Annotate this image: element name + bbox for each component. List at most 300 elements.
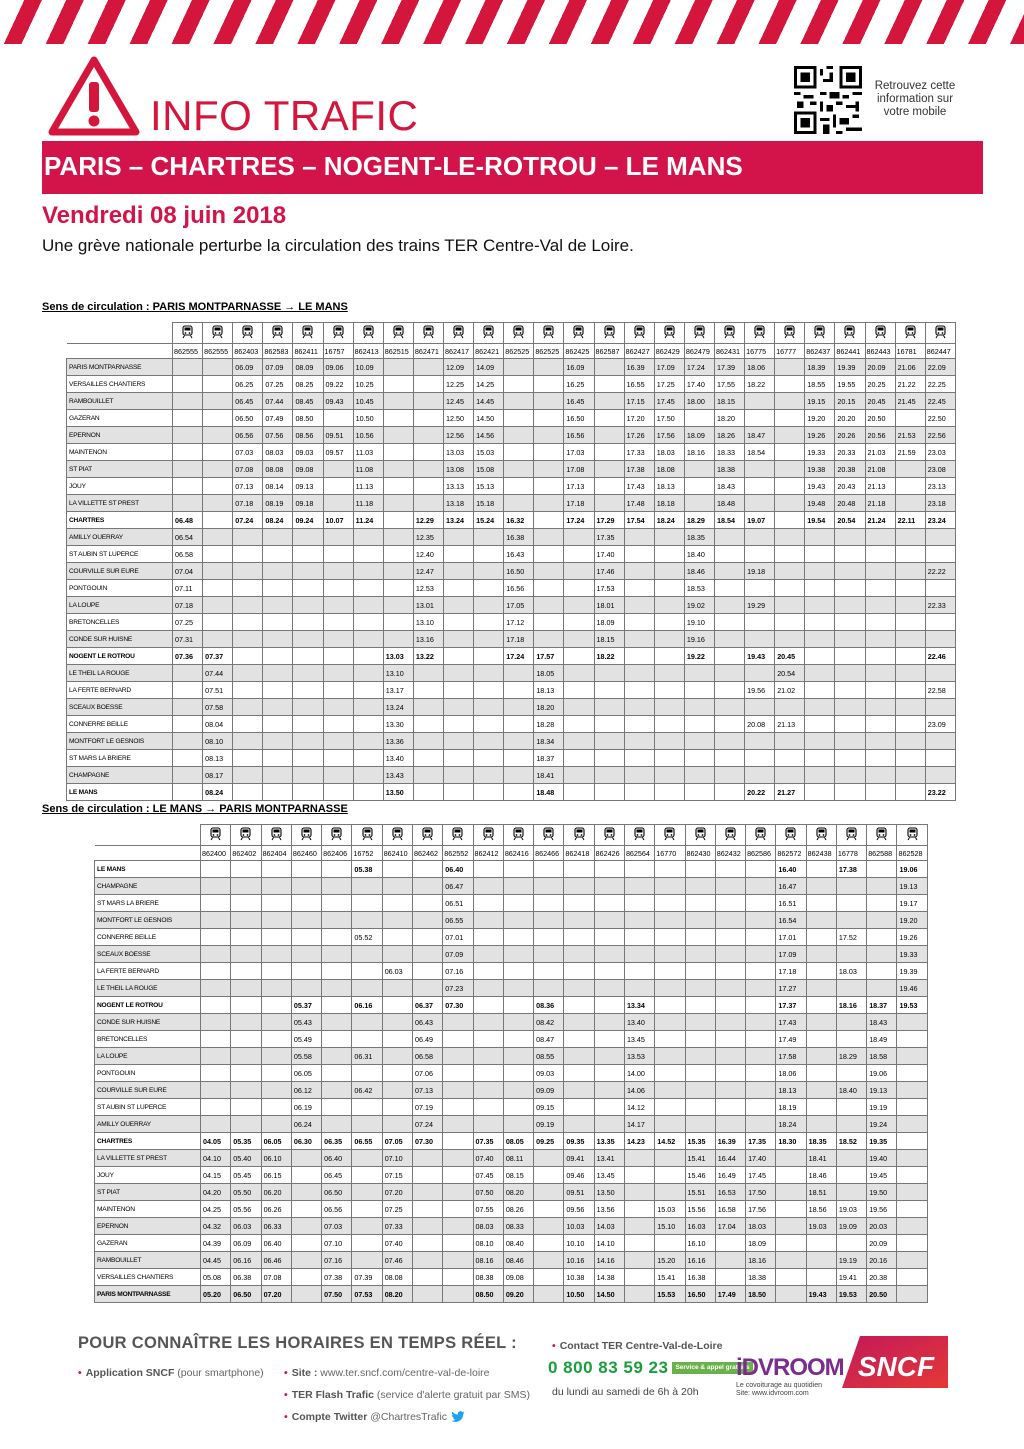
departure-time: 10.10 (564, 1235, 594, 1252)
departure-time (534, 546, 564, 563)
departure-time: 06.42 (352, 1082, 382, 1099)
train-number: 862555 (173, 344, 203, 359)
departure-time (776, 1150, 806, 1167)
departure-time (925, 631, 955, 648)
departure-time (173, 716, 203, 733)
departure-time: 15.13 (474, 478, 504, 495)
departure-time: 18.00 (684, 393, 714, 410)
departure-time: 19.26 (897, 929, 928, 946)
departure-time: 15.18 (474, 495, 504, 512)
departure-time (655, 1184, 685, 1201)
departure-time (806, 1252, 836, 1269)
departure-time (685, 997, 715, 1014)
departure-time: 18.24 (654, 512, 684, 529)
departure-time: 18.06 (745, 359, 775, 376)
departure-time: 07.18 (173, 597, 203, 614)
departure-time: 17.39 (714, 359, 744, 376)
departure-time: 19.24 (867, 1116, 897, 1133)
departure-time (201, 895, 231, 912)
departure-time (624, 878, 654, 895)
station-row (95, 861, 928, 878)
departure-time (835, 563, 865, 580)
departure-time (201, 861, 231, 878)
departure-time (775, 478, 805, 495)
departure-time (263, 699, 293, 716)
departure-time: 18.09 (594, 614, 624, 631)
departure-time: 06.20 (261, 1184, 291, 1201)
departure-time: 15.03 (655, 1201, 685, 1218)
departure-time (806, 1235, 836, 1252)
departure-time: 17.38 (836, 861, 866, 878)
departure-time (775, 563, 805, 580)
departure-time (201, 912, 231, 929)
departure-time: 23.24 (925, 512, 955, 529)
departure-time (443, 767, 473, 784)
departure-time (231, 1099, 261, 1116)
departure-time: 07.03 (322, 1218, 352, 1235)
departure-time: 06.30 (291, 1133, 321, 1150)
departure-time: 16.50 (504, 563, 534, 580)
departure-time (594, 912, 624, 929)
departure-time: 13.56 (594, 1201, 624, 1218)
departure-time: 12.35 (413, 529, 443, 546)
departure-time (203, 478, 233, 495)
departure-time (201, 1065, 231, 1082)
departure-time: 07.20 (382, 1184, 412, 1201)
departure-time: 04.10 (201, 1150, 231, 1167)
departure-time: 08.04 (203, 716, 233, 733)
departure-time: 17.04 (715, 1218, 745, 1235)
departure-time (835, 631, 865, 648)
departure-time (775, 546, 805, 563)
departure-time (291, 861, 321, 878)
departure-time: 07.40 (473, 1150, 503, 1167)
departure-time: 17.26 (624, 427, 654, 444)
qr-code[interactable] (794, 66, 862, 134)
departure-time: 21.13 (775, 716, 805, 733)
departure-time (714, 648, 744, 665)
sncf-logo[interactable] (840, 1332, 950, 1412)
departure-time: 07.39 (352, 1269, 382, 1286)
departure-time: 17.37 (776, 997, 806, 1014)
departure-time (685, 980, 715, 997)
departure-time: 04.45 (201, 1252, 231, 1269)
departure-time (474, 767, 504, 784)
departure-time: 18.43 (867, 1014, 897, 1031)
departure-time (655, 1116, 685, 1133)
departure-time: 17.24 (504, 648, 534, 665)
departure-time (352, 878, 382, 895)
train-number: 862403 (233, 344, 263, 359)
departure-time (383, 512, 413, 529)
departure-time (685, 1116, 715, 1133)
departure-time (835, 665, 865, 682)
departure-time (353, 767, 383, 784)
departure-time (203, 631, 233, 648)
departure-time (443, 750, 473, 767)
departure-time (714, 733, 744, 750)
train-icon (293, 323, 323, 344)
station-row (67, 444, 956, 461)
departure-time (624, 750, 654, 767)
site-link[interactable]: www.ter.sncf.com/centre-val-de-loire (320, 1367, 490, 1379)
station-row (67, 427, 956, 444)
departure-time (745, 631, 775, 648)
departure-time (382, 1065, 412, 1082)
departure-time: 19.17 (897, 895, 928, 912)
departure-time (897, 1014, 928, 1031)
train-icon (291, 825, 321, 846)
departure-time (746, 912, 776, 929)
departure-time: 17.53 (594, 580, 624, 597)
departure-time: 19.41 (836, 1269, 866, 1286)
departure-time (685, 861, 715, 878)
departure-time: 09.09 (534, 1082, 564, 1099)
departure-time (291, 1235, 321, 1252)
departure-time: 19.26 (805, 427, 835, 444)
departure-time (534, 1167, 564, 1184)
departure-time: 20.45 (775, 648, 805, 665)
departure-time (836, 1116, 866, 1133)
departure-time (564, 1082, 594, 1099)
departure-time (684, 665, 714, 682)
station-row (67, 597, 956, 614)
departure-time (685, 1065, 715, 1082)
departure-time (353, 597, 383, 614)
departure-time (231, 1031, 261, 1048)
idvroom-tagline: Le covoiturage au quotidien (736, 1382, 823, 1389)
train-icon (865, 323, 895, 344)
departure-time (775, 359, 805, 376)
departure-time (473, 997, 503, 1014)
departure-time (775, 529, 805, 546)
departure-time (383, 444, 413, 461)
departure-time (594, 444, 624, 461)
train-number: 862437 (805, 344, 835, 359)
departure-time (715, 1065, 745, 1082)
departure-time: 07.50 (322, 1286, 352, 1303)
departure-time (503, 946, 533, 963)
departure-time (715, 861, 745, 878)
departure-time: 17.29 (594, 512, 624, 529)
departure-time (925, 529, 955, 546)
departure-time (895, 495, 925, 512)
departure-time: 15.08 (474, 461, 504, 478)
departure-time: 06.50 (322, 1184, 352, 1201)
departure-time (323, 614, 353, 631)
train-icon (353, 323, 383, 344)
departure-time: 06.33 (261, 1218, 291, 1235)
departure-time (895, 478, 925, 495)
departure-time (746, 963, 776, 980)
departure-time: 19.06 (897, 861, 928, 878)
train-number: 862583 (263, 344, 293, 359)
departure-time: 08.38 (473, 1269, 503, 1286)
departure-time (624, 946, 654, 963)
departure-time (201, 997, 231, 1014)
departure-time (624, 767, 654, 784)
departure-time: 21.13 (865, 478, 895, 495)
departure-time: 08.17 (203, 767, 233, 784)
departure-time (412, 912, 442, 929)
station-name: LA LOUPE (67, 597, 173, 614)
departure-time: 08.25 (293, 376, 323, 393)
departure-time (655, 980, 685, 997)
train-number: 862525 (504, 344, 534, 359)
departure-time (322, 1031, 352, 1048)
station-row (67, 495, 956, 512)
station-row (67, 410, 956, 427)
idvroom-logo[interactable] (736, 1354, 844, 1414)
departure-time (323, 750, 353, 767)
departure-time (443, 614, 473, 631)
departure-time (293, 529, 323, 546)
twitter-handle[interactable]: @ChartresTrafic (370, 1411, 448, 1423)
departure-time (474, 546, 504, 563)
departure-time (775, 376, 805, 393)
departure-time (534, 895, 564, 912)
departure-time: 11.08 (353, 461, 383, 478)
departure-time (473, 1099, 503, 1116)
departure-time (654, 682, 684, 699)
departure-time: 04.32 (201, 1218, 231, 1235)
departure-time (352, 980, 382, 997)
twitter-label: Compte Twitter (291, 1411, 368, 1423)
departure-time (806, 1099, 836, 1116)
departure-time (895, 546, 925, 563)
departure-time (443, 580, 473, 597)
departure-time (291, 895, 321, 912)
departure-time (443, 546, 473, 563)
departure-time: 20.25 (865, 376, 895, 393)
departure-time (865, 750, 895, 767)
departure-time: 07.51 (203, 682, 233, 699)
train-icon (383, 323, 413, 344)
departure-time (352, 963, 382, 980)
departure-time: 08.46 (503, 1252, 533, 1269)
station-name: LE THEIL LA ROUGE (67, 665, 173, 682)
departure-time: 17.13 (564, 478, 594, 495)
departure-time (323, 495, 353, 512)
departure-time: 23.08 (925, 461, 955, 478)
departure-time: 17.18 (564, 495, 594, 512)
departure-time: 04.39 (201, 1235, 231, 1252)
train-number: 862555 (203, 344, 233, 359)
departure-time (867, 946, 897, 963)
departure-time: 08.08 (382, 1269, 412, 1286)
departure-time: 19.02 (684, 597, 714, 614)
departure-time (173, 427, 203, 444)
train-number: 16770 (655, 846, 685, 861)
departure-time (383, 461, 413, 478)
departure-time (835, 750, 865, 767)
departure-time: 17.38 (624, 461, 654, 478)
departure-time (564, 563, 594, 580)
departure-time (775, 597, 805, 614)
departure-time: 17.35 (746, 1133, 776, 1150)
departure-time (867, 963, 897, 980)
departure-time: 08.03 (473, 1218, 503, 1235)
departure-time (865, 563, 895, 580)
departure-time (685, 946, 715, 963)
route-banner: PARIS – CHARTRES – NOGENT-LE-ROTROU – LE MANS (42, 141, 983, 194)
departure-time (322, 861, 352, 878)
departure-time (624, 529, 654, 546)
departure-time (594, 410, 624, 427)
departure-time (895, 580, 925, 597)
departure-time (443, 1269, 473, 1286)
departure-time: 18.13 (654, 478, 684, 495)
train-icon-row (95, 825, 928, 846)
departure-time (293, 716, 323, 733)
departure-time: 13.43 (383, 767, 413, 784)
departure-time (715, 946, 745, 963)
departure-time (897, 1048, 928, 1065)
departure-time (293, 614, 323, 631)
station-row (95, 1235, 928, 1252)
departure-time (443, 1286, 473, 1303)
departure-time (624, 980, 654, 997)
station-name: ST AUBIN ST LUPERCE (67, 546, 173, 563)
station-name: RAMBOUILLET (67, 393, 173, 410)
departure-time: 07.08 (261, 1269, 291, 1286)
departure-time (925, 546, 955, 563)
departure-time: 07.09 (263, 359, 293, 376)
departure-time: 06.58 (173, 546, 203, 563)
departure-time (836, 946, 866, 963)
departure-time (654, 580, 684, 597)
station-name: AMILLY OUERRAY (67, 529, 173, 546)
departure-time (383, 478, 413, 495)
departure-time: 19.45 (867, 1167, 897, 1184)
departure-time (776, 1269, 806, 1286)
departure-time: 22.45 (925, 393, 955, 410)
departure-time: 16.25 (564, 376, 594, 393)
departure-time (413, 495, 443, 512)
train-icon (624, 825, 654, 846)
departure-time (746, 946, 776, 963)
departure-time (504, 359, 534, 376)
departure-time (624, 963, 654, 980)
departure-time (835, 580, 865, 597)
departure-time: 07.01 (443, 929, 473, 946)
departure-time (412, 1235, 442, 1252)
departure-time: 20.38 (835, 461, 865, 478)
departure-time (806, 1065, 836, 1082)
departure-time (746, 1065, 776, 1082)
departure-time (233, 631, 263, 648)
departure-time (231, 1065, 261, 1082)
departure-time: 18.19 (776, 1099, 806, 1116)
bullet-icon: • (284, 1367, 288, 1379)
departure-time: 07.36 (173, 648, 203, 665)
departure-time (624, 1201, 654, 1218)
departure-time (806, 963, 836, 980)
departure-time (685, 929, 715, 946)
departure-time: 07.10 (382, 1150, 412, 1167)
departure-time (534, 1218, 564, 1235)
departure-time (534, 597, 564, 614)
phone-number[interactable]: 0 800 83 59 23 (548, 1358, 669, 1377)
departure-time (594, 1014, 624, 1031)
station-name: COURVILLE SUR EURE (67, 563, 173, 580)
departure-time (352, 1065, 382, 1082)
departure-time (503, 861, 533, 878)
departure-time (443, 529, 473, 546)
departure-time (503, 1014, 533, 1031)
train-number: 862411 (293, 344, 323, 359)
train-number: 16752 (352, 846, 382, 861)
departure-time (201, 1099, 231, 1116)
hazard-stripe-banner (0, 0, 1024, 44)
departure-time: 14.00 (624, 1065, 654, 1082)
departure-time (353, 563, 383, 580)
departure-time (322, 1014, 352, 1031)
departure-time (684, 716, 714, 733)
departure-time (473, 1031, 503, 1048)
departure-time (291, 929, 321, 946)
departure-time (443, 1184, 473, 1201)
departure-time (534, 359, 564, 376)
departure-time: 17.35 (594, 529, 624, 546)
departure-time (503, 1065, 533, 1082)
departure-time: 06.03 (231, 1218, 261, 1235)
departure-time (714, 784, 744, 801)
departure-time (173, 359, 203, 376)
departure-time (173, 767, 203, 784)
departure-time (203, 427, 233, 444)
departure-time: 07.37 (203, 648, 233, 665)
departure-time: 07.23 (443, 980, 473, 997)
departure-time (895, 699, 925, 716)
departure-time (865, 733, 895, 750)
train-icon (564, 323, 594, 344)
departure-time (564, 529, 594, 546)
departure-time (231, 878, 261, 895)
departure-time (624, 1286, 654, 1303)
departure-time (685, 1048, 715, 1065)
departure-time: 17.56 (746, 1201, 776, 1218)
departure-time: 11.03 (353, 444, 383, 461)
departure-time: 20.09 (865, 359, 895, 376)
departure-time (895, 665, 925, 682)
station-row (95, 1099, 928, 1116)
departure-time: 07.25 (263, 376, 293, 393)
departure-time: 18.24 (776, 1116, 806, 1133)
departure-time (383, 563, 413, 580)
departure-time (203, 444, 233, 461)
departure-time (865, 716, 895, 733)
departure-time: 06.40 (261, 1235, 291, 1252)
train-icon (322, 825, 352, 846)
departure-time (624, 1150, 654, 1167)
departure-time (534, 912, 564, 929)
train-icon (173, 323, 203, 344)
departure-time: 19.38 (805, 461, 835, 478)
departure-time: 16.43 (504, 546, 534, 563)
date-title: Vendredi 08 juin 2018 (42, 202, 287, 229)
departure-time (746, 1116, 776, 1133)
departure-time: 05.50 (231, 1184, 261, 1201)
departure-time (293, 546, 323, 563)
twitter-bird-icon[interactable] (450, 1411, 466, 1423)
departure-time (564, 980, 594, 997)
departure-time: 19.19 (867, 1099, 897, 1116)
departure-time: 05.52 (352, 929, 382, 946)
departure-time (836, 1167, 866, 1184)
departure-time (413, 478, 443, 495)
departure-time (233, 716, 263, 733)
